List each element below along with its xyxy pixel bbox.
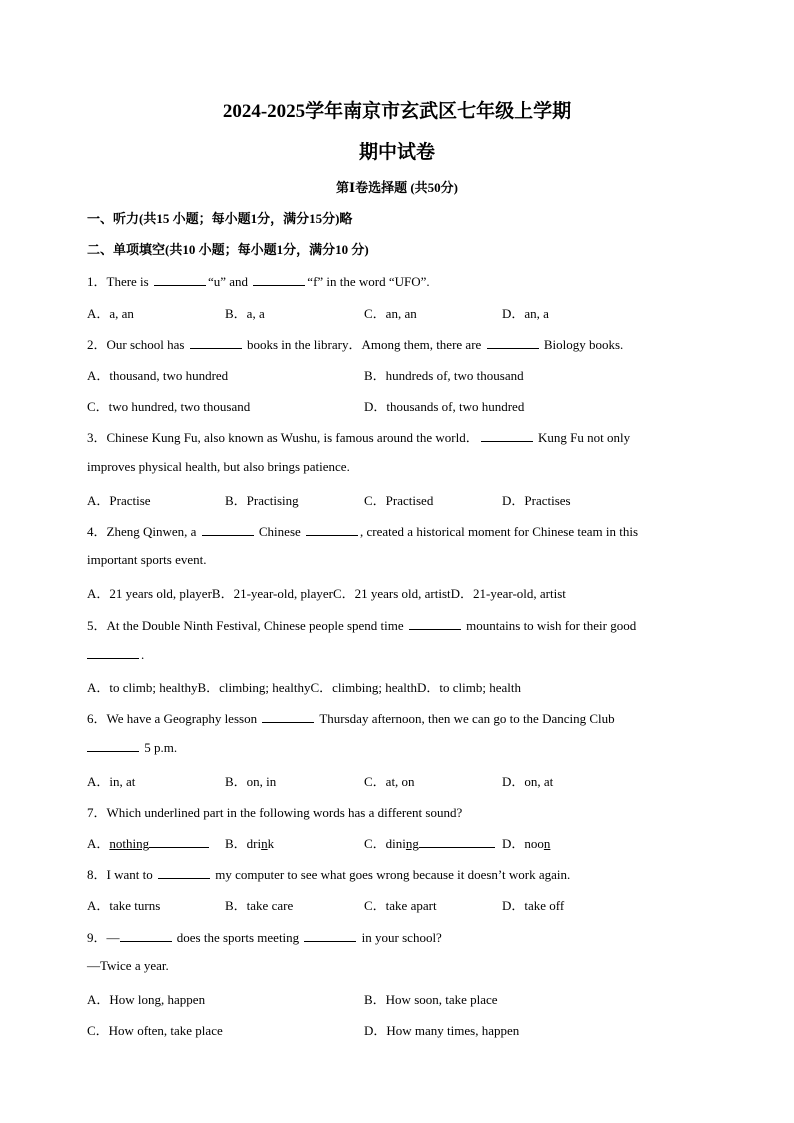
blank — [419, 835, 495, 848]
blank — [487, 336, 539, 349]
blank — [304, 929, 356, 942]
q6-option-a: A．in, at — [87, 774, 136, 789]
q5-stem-continued — [87, 646, 144, 663]
q3-stem-continued: improves physical health, but also brings patience. — [87, 459, 350, 474]
blank — [262, 710, 314, 723]
question-8 — [87, 864, 570, 883]
q1-option-b: B．a, a — [225, 306, 265, 321]
part-heading: 第Ⅰ卷选择题 (共50分) — [336, 180, 458, 195]
q1-stem-c: “f” in the word “UFO”. — [307, 274, 430, 289]
q1-stem-b: “u” and — [207, 274, 252, 289]
q1-option-d: D．an, a — [502, 306, 549, 321]
q7-c-underlined: ng — [405, 836, 419, 851]
q5-stem-c: . — [141, 647, 145, 662]
q2-stem-b: books in the library．Among them, there are — [243, 337, 485, 352]
q7-b-label: B．dri — [225, 836, 262, 851]
question-7: 7．Which underlined part in the following words has a different sound? — [87, 805, 463, 820]
q8-option-d: D．take off — [502, 898, 565, 913]
q7-d-underlined: n — [543, 836, 551, 851]
q6-stem-b: Thursday afternoon, then we can go to the Dancing Club — [316, 711, 615, 726]
q7-option-c — [364, 833, 495, 852]
question-5 — [87, 615, 636, 634]
blank — [253, 273, 305, 286]
q6-option-d: D．on, at — [502, 774, 554, 789]
q2-option-a: A．thousand, two hundred — [87, 368, 229, 383]
exam-subtitle: 期中试卷 — [358, 142, 435, 163]
q2-option-b: B．hundreds of, two thousand — [364, 368, 524, 383]
blank — [202, 523, 254, 536]
blank — [409, 617, 461, 630]
blank — [87, 646, 139, 659]
q9-answer-line: —Twice a year. — [87, 958, 169, 973]
section-listening: 一、听力(共15 小题；每小题1分，满分15分)略 — [87, 211, 353, 226]
q4-stem-a: 4．Zheng Qinwen, a — [87, 524, 200, 539]
q7-d-label: D．noo — [502, 836, 544, 851]
q6-stem-c: 5 p.m. — [141, 740, 178, 755]
q3-stem-b: Kung Fu not only — [534, 430, 631, 445]
q8-option-c: C．take apart — [364, 898, 437, 913]
q2-option-d: D．thousands of, two hundred — [364, 399, 525, 414]
q6-option-c: C．at, on — [364, 774, 415, 789]
q7-c-label: C．dini — [364, 836, 406, 851]
exam-title: 2024-2025学年南京市玄武区七年级上学期 — [222, 101, 572, 122]
blank — [149, 835, 209, 848]
blank — [190, 336, 242, 349]
q1-stem-a: 1．There is — [87, 274, 152, 289]
question-6 — [87, 708, 615, 727]
q3-option-b: B．Practising — [225, 493, 299, 508]
q8-stem-a: 8．I want to — [87, 867, 156, 882]
q9-option-b: B．How soon, take place — [364, 992, 498, 1007]
q5-options: A．to climb; healthyB．climbing; healthyC．climbing; healthD．to climb; health — [87, 680, 521, 695]
question-3 — [87, 427, 630, 446]
section-fill: 二、单项填空(共10 小题；每小题1分，满分10 分) — [87, 242, 369, 257]
q7-option-d — [502, 833, 550, 852]
q9-stem-a: 9．— — [87, 930, 120, 945]
question-1 — [87, 271, 430, 290]
q7-a-label: A． — [87, 836, 110, 851]
blank — [120, 929, 172, 942]
blank — [481, 429, 533, 442]
blank — [158, 866, 210, 879]
q7-a-underlined: nothing — [109, 836, 150, 851]
q3-option-c: C．Practised — [364, 493, 434, 508]
q8-option-a: A．take turns — [87, 898, 161, 913]
question-2 — [87, 334, 623, 353]
q6-stem-continued — [87, 739, 177, 756]
q9-option-a: A．How long, happen — [87, 992, 206, 1007]
q8-stem-b: my computer to see what goes wrong because it doesn’t work again. — [211, 867, 571, 882]
q6-stem-a: 6．We have a Geography lesson — [87, 711, 261, 726]
q7-b-underlined: n — [261, 836, 268, 851]
q4-options: A．21 years old, playerB．21-year-old, playerC．21 years old, artistD．21-year-old, artist — [87, 586, 566, 601]
q4-stem-continued: important sports event. — [87, 552, 207, 567]
q9-option-c: C．How often, take place — [87, 1023, 223, 1038]
q3-option-a: A．Practise — [87, 493, 151, 508]
q5-stem-a: 5．At the Double Ninth Festival, Chinese people spend time — [87, 618, 407, 633]
blank — [87, 739, 139, 752]
q9-stem-b: does the sports meeting — [173, 930, 303, 945]
q5-stem-b: mountains to wish for their good — [462, 618, 637, 633]
q8-option-b: B．take care — [225, 898, 294, 913]
q3-option-d: D．Practises — [502, 493, 571, 508]
q4-stem-c: , created a historical moment for Chinese team in this — [360, 524, 639, 539]
q2-stem-c: Biology books. — [540, 337, 624, 352]
q1-option-a: A．a, an — [87, 306, 134, 321]
question-9 — [87, 927, 442, 946]
blank — [154, 273, 206, 286]
q9-stem-c: in your school? — [358, 930, 442, 945]
q2-stem-a: 2．Our school has — [87, 337, 188, 352]
q7-option-a — [87, 833, 209, 852]
q7-b-rest: k — [267, 836, 275, 851]
q7-option-b — [225, 833, 274, 852]
blank — [306, 523, 358, 536]
q9-option-d: D．How many times, happen — [364, 1023, 520, 1038]
q4-stem-b: Chinese — [255, 524, 305, 539]
q1-option-c: C．an, an — [364, 306, 417, 321]
question-4 — [87, 521, 638, 540]
q2-option-c: C．two hundred, two thousand — [87, 399, 251, 414]
q3-stem-a: 3．Chinese Kung Fu, also known as Wushu, is famous around the world． — [87, 430, 479, 445]
q6-option-b: B．on, in — [225, 774, 277, 789]
